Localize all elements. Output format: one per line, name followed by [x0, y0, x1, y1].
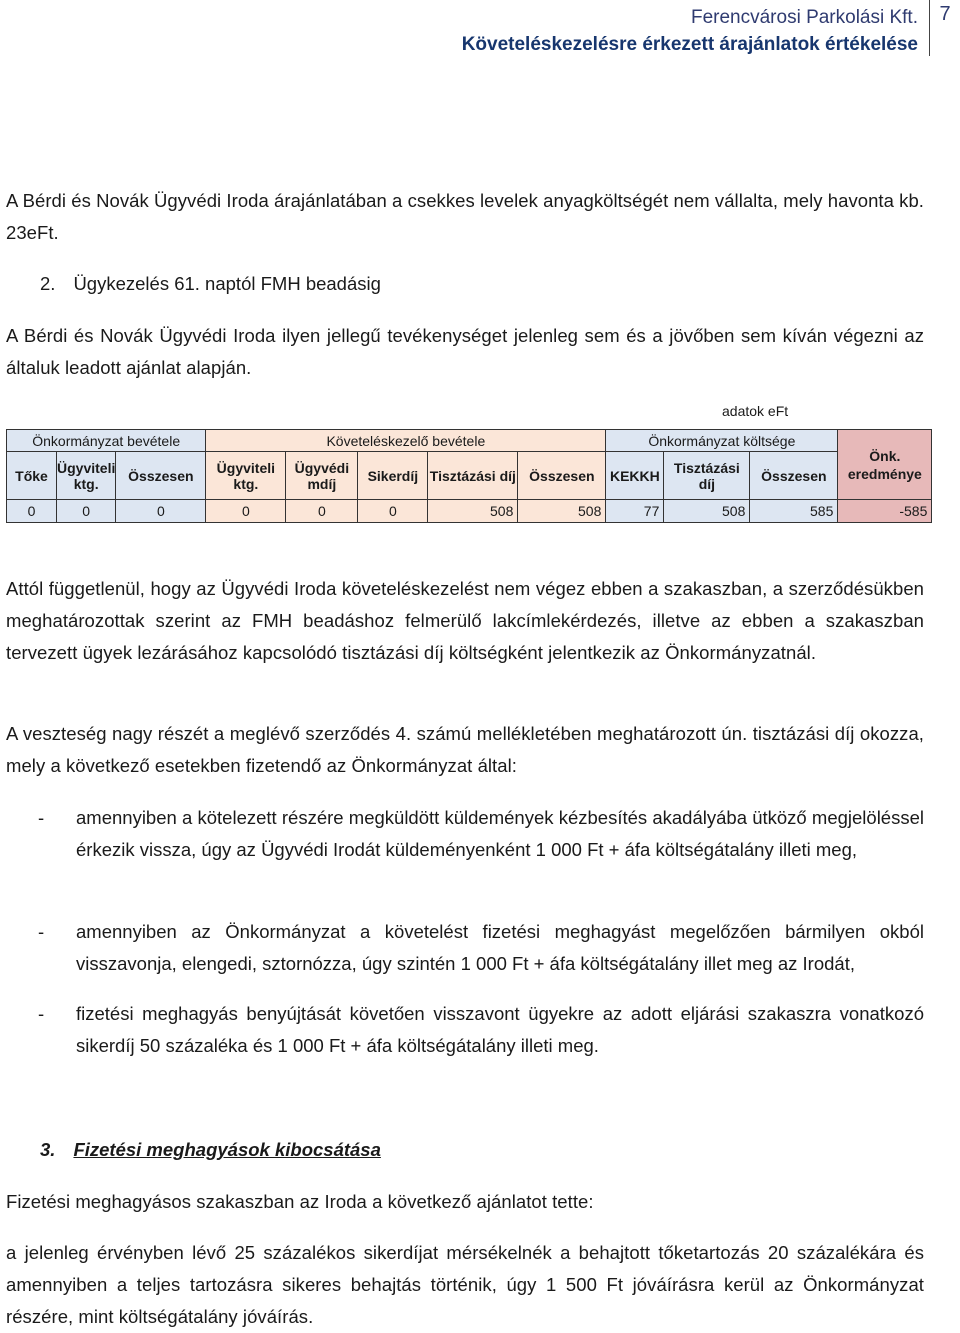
- page-number: 7: [929, 0, 960, 56]
- col-kekkh: KEKKH: [606, 452, 664, 500]
- header-company: Ferencvárosi Parkolási Kft.: [690, 7, 918, 28]
- list-item: [6, 998, 924, 1062]
- col-tisztazasi-dij-1: Tisztázási díj: [428, 452, 518, 500]
- paragraph-4: A veszteség nagy részét a meglévő szerződés 4. számú mellékletében meghatározott ún. tisztázási díj okozza, mely a következő esetekben fizetendő az Önkormányzat által:: [6, 723, 924, 776]
- section-3-number: 3.: [40, 1139, 56, 1160]
- header-title: Követeléskezelésre érkezett árajánlatok értékelése: [461, 34, 918, 55]
- bullet-dash: -: [38, 807, 45, 828]
- paragraph-5: Fizetési meghagyásos szakaszban az Iroda a következő ajánlatot tette:: [6, 1191, 594, 1212]
- col-toke: Tőke: [7, 452, 57, 500]
- col-osszesen-3: Összesen: [750, 452, 838, 500]
- list-item: [6, 916, 924, 980]
- cell-toke: 0: [7, 500, 57, 523]
- page-header: [462, 4, 918, 58]
- col-tisztazasi-dij-2: Tisztázási díj: [664, 452, 750, 500]
- cell-onk-eredmenye: -585: [838, 500, 932, 523]
- table-row: [7, 500, 932, 523]
- bullet-text-1: amennyiben a kötelezett részére megküldött küldemények kézbesítés akadályába ütköző megjelöléssel érkezik vissza, úgy az Ügyvédi Irodát küldeményenként 1 000 Ft + áfa költségátalány illeti meg,: [76, 807, 924, 860]
- cell-osszesen-2: 508: [518, 500, 606, 523]
- cost-table: [6, 429, 932, 523]
- paragraph-6: a jelenleg érvényben lévő 25 százalékos sikerdíjat mérsékelnék a behajtott tőketartozás 20 százalékára és amennyiben a teljes tartozásra sikeres behajtás történik, úgy 1 500 Ft jóváírásra kerül az Önkormányzat részére, mint költségátalány jóváírás.: [6, 1242, 924, 1327]
- group-onkormanyzat-koltsege: Önkormányzat költsége: [606, 430, 838, 452]
- table-unit-label: adatok eFt: [722, 403, 789, 419]
- cell-tisztazasi-dij-1: 508: [428, 500, 518, 523]
- section-2-number: 2.: [40, 273, 56, 294]
- paragraph-3: Attól függetlenül, hogy az Ügyvédi Iroda követeléskezelést nem végez ebben a szakaszban, a szerződésükben meghatározottak szerint az FMH beadáshoz felmerülő lakcímlekérdezés, illetve az ebben a szakaszban tervezett ügyek lezárásához kapcsolódó tisztázási díj költségként jelentkezik az Önkormányzatnál.: [6, 578, 924, 663]
- bullet-dash: -: [38, 921, 45, 942]
- cell-ugyviteli-ktg-1: 0: [57, 500, 116, 523]
- section-3-title: Fizetési meghagyások kibocsátása: [73, 1139, 381, 1160]
- col-ugyvedi-mdij: Ügyvédi mdíj: [286, 452, 358, 500]
- list-item: [6, 802, 924, 866]
- paragraph-1: A Bérdi és Novák Ügyvédi Iroda árajánlatában a csekkes levelek anyagköltségét nem vállalta, mely havonta kb. 23eFt.: [6, 190, 924, 243]
- section-2-title: Ügykezelés 61. naptól FMH beadásig: [73, 273, 381, 294]
- cell-osszesen-1: 0: [116, 500, 206, 523]
- group-koveteleskezelo-bevetele: Követeléskezelő bevétele: [206, 430, 606, 452]
- col-osszesen-2: Összesen: [518, 452, 606, 500]
- cell-sikerdij: 0: [358, 500, 428, 523]
- group-onk-eredmenye: Önk. eredménye: [838, 430, 932, 500]
- bullet-dash: -: [38, 1003, 45, 1024]
- paragraph-2: A Bérdi és Novák Ügyvédi Iroda ilyen jellegű tevékenységet jelenleg sem és a jövőben sem kíván végezni az általuk leadott ajánlat alapján.: [6, 325, 924, 378]
- section-3-heading: [40, 1134, 381, 1166]
- cell-kekkh: 77: [606, 500, 664, 523]
- col-osszesen-1: Összesen: [116, 452, 206, 500]
- bullet-text-3: fizetési meghagyás benyújtását követően visszavont ügyekre az adott eljárási szakaszra vonatkozó sikerdíj 50 százaléka és 1 000 Ft + áfa költségátalány illeti meg.: [76, 1003, 924, 1056]
- section-2-heading: [40, 268, 381, 300]
- col-ugyviteli-ktg-1: Ügyviteli ktg.: [57, 452, 116, 500]
- col-ugyviteli-ktg-2: Ügyviteli ktg.: [206, 452, 286, 500]
- bullet-text-2: amennyiben az Önkormányzat a követelést fizetési meghagyást megelőzően bármilyen okból visszavonja, elengedi, sztornózza, úgy szintén 1 000 Ft + áfa költségátalány illet meg az Irodát,: [76, 921, 924, 974]
- cell-ugyviteli-ktg-2: 0: [206, 500, 286, 523]
- col-sikerdij: Sikerdíj: [358, 452, 428, 500]
- cell-osszesen-3: 585: [750, 500, 838, 523]
- cell-tisztazasi-dij-2: 508: [664, 500, 750, 523]
- cell-ugyvedi-mdij: 0: [286, 500, 358, 523]
- group-onkormanyzat-bevetele: Önkormányzat bevétele: [7, 430, 206, 452]
